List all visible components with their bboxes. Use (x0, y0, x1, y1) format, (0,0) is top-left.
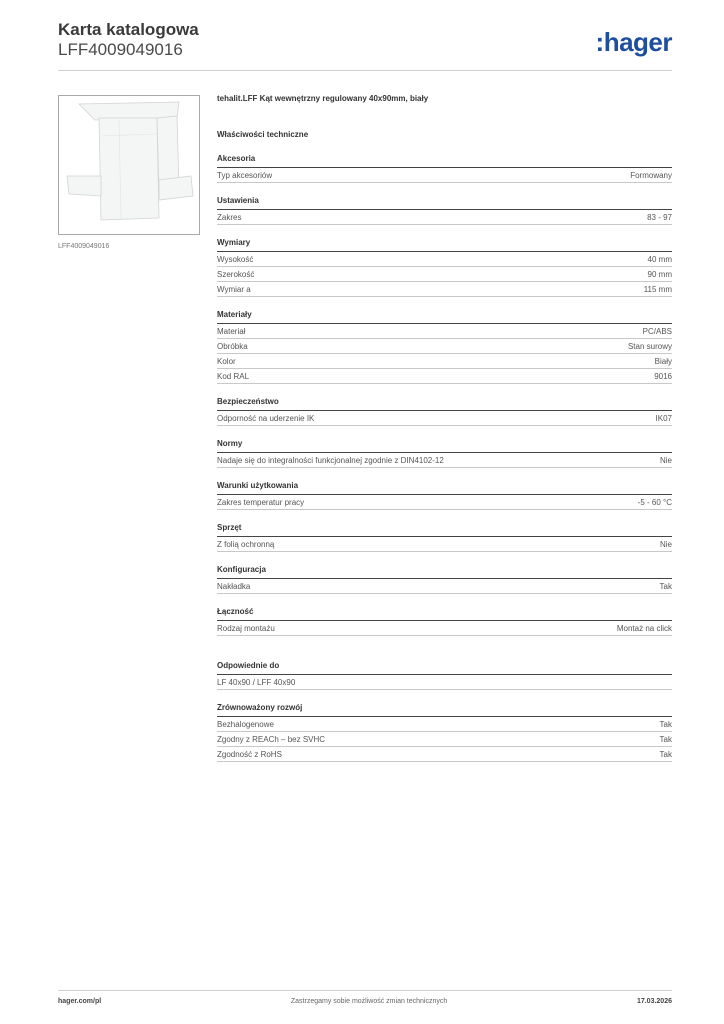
spec-row (217, 369, 672, 384)
spec-group (217, 522, 672, 552)
spec-group (217, 702, 672, 762)
product-image (58, 95, 200, 235)
document-header (58, 20, 199, 60)
spec-label: Nadaje się do integralności funkcjonalnej zgodnie z DIN4102-12 (217, 456, 444, 465)
spec-row (217, 747, 672, 762)
spec-content (217, 93, 672, 762)
spec-group-title: Ustawienia (217, 195, 672, 210)
spec-row (217, 210, 672, 225)
spec-group-title: Akcesoria (217, 153, 672, 168)
spec-row (217, 732, 672, 747)
spec-label: Szerokość (217, 270, 255, 279)
spec-value: 40 mm (647, 255, 672, 264)
spec-label: Zakres (217, 213, 242, 222)
spec-label: Rodzaj montażu (217, 624, 275, 633)
spec-label: Wymiar a (217, 285, 251, 294)
spec-value: Tak (659, 720, 672, 729)
logo-text: hager (603, 27, 672, 57)
spec-group (217, 438, 672, 468)
spec-row (217, 621, 672, 636)
spec-value: PC/ABS (642, 327, 672, 336)
header-divider (58, 70, 672, 71)
product-title: tehalit.LFF Kąt wewnętrzny regulowany 40x90mm, biały (217, 94, 429, 103)
spec-label: LF 40x90 / LFF 40x90 (217, 678, 296, 687)
spec-group (217, 309, 672, 384)
spec-label: Zgodny z REACh – bez SVHC (217, 735, 326, 744)
hager-logo: :hager (595, 27, 672, 57)
spec-row (217, 267, 672, 282)
spec-value: Tak (659, 582, 672, 591)
spec-value: Stan surowy (627, 342, 672, 351)
spec-row (217, 411, 672, 426)
spec-value: Biały (654, 357, 672, 366)
spec-row (217, 354, 672, 369)
spec-row (217, 675, 672, 690)
spec-group-title: Konfiguracja (217, 564, 672, 579)
spec-group (217, 237, 672, 297)
spec-group-title: Łączność (217, 606, 672, 621)
extra-groups (217, 660, 672, 762)
spec-group (217, 396, 672, 426)
spec-group-title: Zrównoważony rozwój (217, 702, 672, 717)
spec-group (217, 660, 672, 690)
spec-label: Bezhalogenowe (217, 720, 274, 729)
spec-label: Zgodność z RoHS (217, 750, 282, 759)
spec-row (217, 453, 672, 468)
spec-group (217, 564, 672, 594)
spec-label: Wysokość (217, 255, 254, 264)
footer-site: hager.com/pl (58, 998, 102, 1005)
spec-row (217, 537, 672, 552)
spec-value: 90 mm (647, 270, 672, 279)
spec-value: -5 - 60 °C (637, 498, 672, 507)
spec-value: Nie (659, 456, 672, 465)
spec-group (217, 606, 672, 636)
spec-group-title: Bezpieczeństwo (217, 396, 672, 411)
spec-label: Z folią ochronną (217, 540, 275, 549)
spec-row (217, 495, 672, 510)
spec-row (217, 579, 672, 594)
spec-group-title: Odpowiednie do (217, 660, 672, 675)
spec-label: Kod RAL (217, 372, 250, 381)
spec-label: Typ akcesoriów (217, 171, 273, 180)
product-code: LFF4009049016 (58, 40, 183, 59)
spec-value: 83 - 97 (647, 213, 672, 222)
spec-group-title: Wymiary (217, 237, 672, 252)
spec-value: Tak (659, 750, 672, 759)
spec-group-title: Materiały (217, 309, 672, 324)
spec-value: Nie (659, 540, 672, 549)
spec-row (217, 717, 672, 732)
product-drawing (59, 96, 199, 234)
spec-value: Tak (659, 735, 672, 744)
spec-group (217, 480, 672, 510)
footer-note: Zastrzegamy sobie możliwość zmian technicznych (290, 998, 448, 1005)
spec-row (217, 282, 672, 297)
spec-group-title: Warunki użytkowania (217, 480, 672, 495)
spec-label: Zakres temperatur pracy (217, 498, 305, 507)
page-footer (58, 998, 672, 1005)
section-heading: Właściwości techniczne (217, 130, 309, 139)
spec-row (217, 339, 672, 354)
spec-label: Materiał (217, 327, 246, 336)
spec-group-title: Normy (217, 438, 672, 453)
spec-row (217, 252, 672, 267)
document-title: Karta katalogowa (58, 20, 199, 39)
spec-row (217, 324, 672, 339)
spec-value: 9016 (654, 372, 672, 381)
spec-row (217, 168, 672, 183)
spec-label: Kolor (217, 357, 236, 366)
spec-groups (217, 153, 672, 636)
image-caption: LFF4009049016 (58, 243, 110, 250)
spec-value: IK07 (655, 414, 672, 423)
spec-label: Obróbka (217, 342, 248, 351)
spec-value: Formowany (630, 171, 672, 180)
spec-group (217, 195, 672, 225)
spec-label: Nakładka (217, 582, 251, 591)
spec-group-title: Sprzęt (217, 522, 672, 537)
footer-date: 17.03.2026 (636, 998, 672, 1005)
footer-divider (58, 990, 672, 991)
spec-value: 115 mm (643, 285, 672, 294)
spec-value: Montaż na click (616, 624, 672, 633)
spec-label: Odporność na uderzenie IK (217, 414, 315, 423)
spec-group (217, 153, 672, 183)
